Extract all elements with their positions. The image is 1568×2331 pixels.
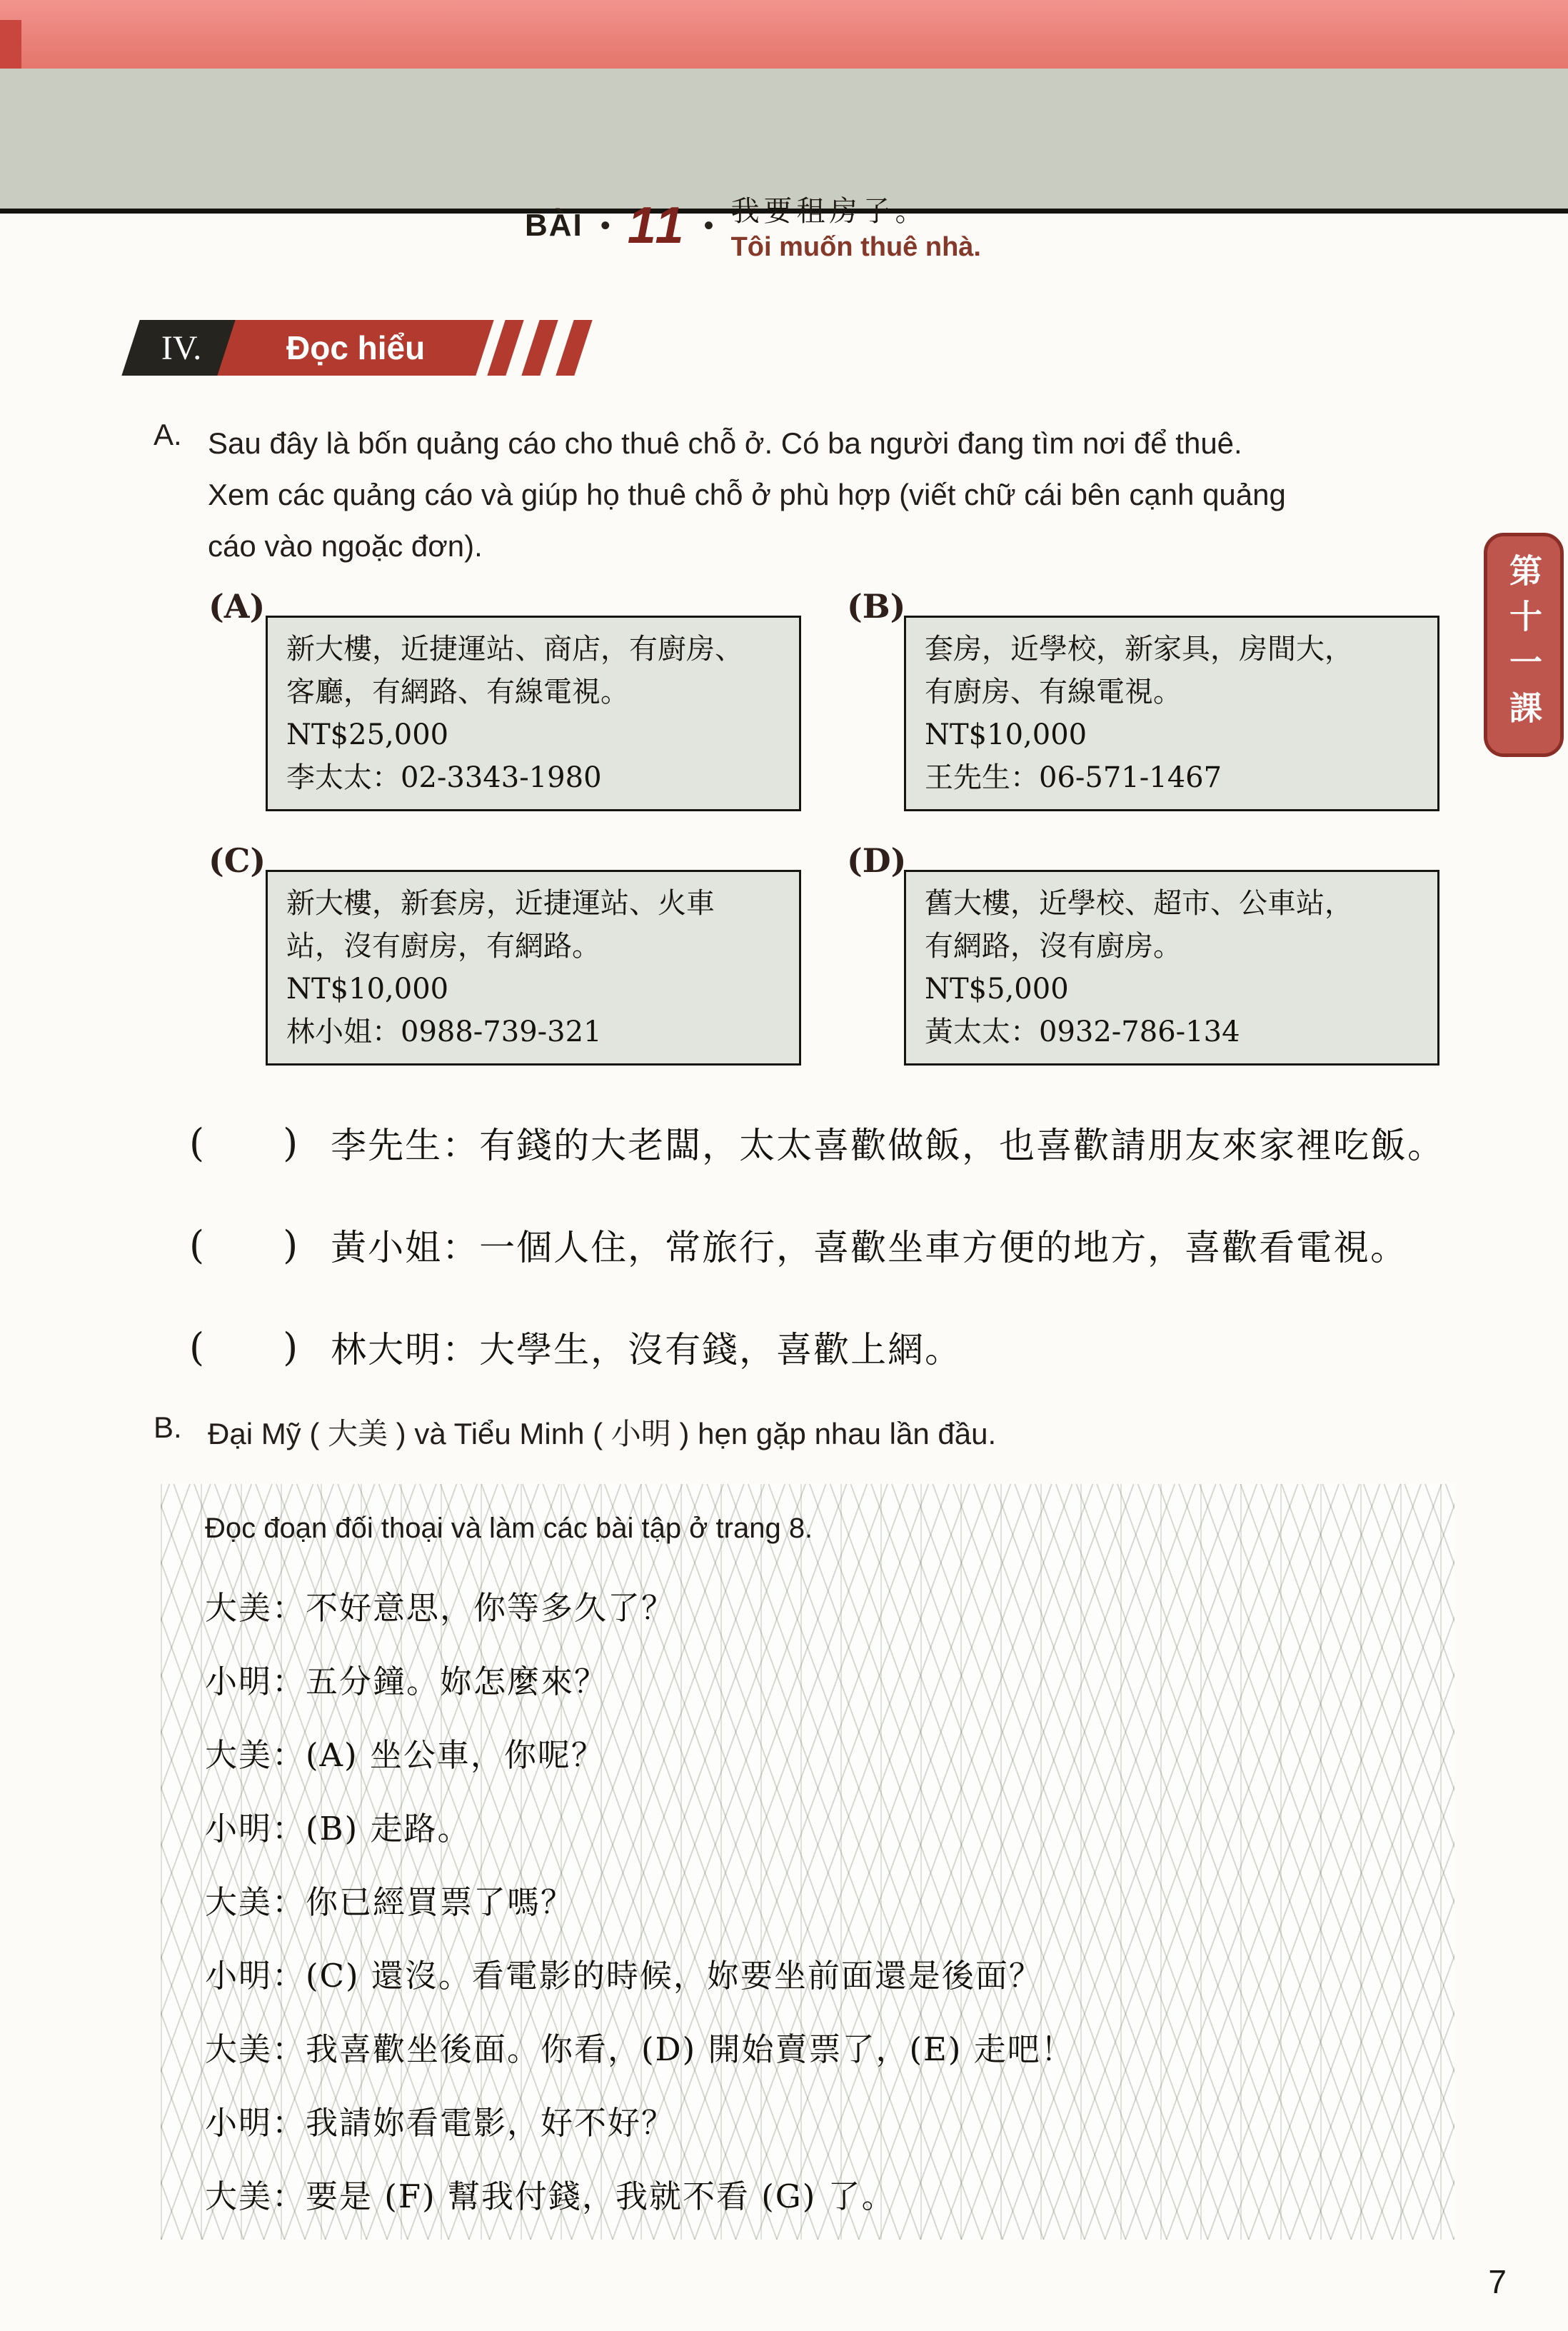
ad-label: (C) [208,841,266,880]
ad-box [266,616,801,811]
lesson-header [525,183,981,269]
ad-contact: 李太太：02-3343-1980 [286,761,602,794]
ad-text-line: 客廳，有網路、有線電視。 [286,676,629,708]
rental-ads-grid [208,587,1439,1066]
top-red-band [0,0,1568,69]
section-numeral: IV. [161,329,202,367]
question-row [189,1313,1444,1381]
ad-label: (D) [847,841,907,880]
bullet-separator: • [703,209,714,241]
side-tab-label: 第十一課 [1504,553,1543,736]
decorative-stripe [556,320,592,376]
answer-blank-open: ( [189,1324,205,1370]
lesson-label: BÀI [525,208,583,243]
part-b-intro: Đại Mỹ ( 大美 ) và Tiểu Minh ( 小明 ) hẹn gặp nhau lần đầu. [208,1417,997,1450]
ad-price: NT$10,000 [925,718,1087,751]
part-a-instruction-text [208,418,1286,572]
ad-contact: 林小姐：0988-739-321 [286,1016,602,1048]
ad-price: NT$25,000 [286,718,449,751]
section-title-badge [217,320,493,376]
ad-label: (A) [208,587,266,626]
dialogue-line: 大美：不好意思，你等多久了？ [205,1589,675,1627]
question-text: 黃小姐：一個人住，常旅行，喜歡坐車方便的地方，喜歡看電視。 [331,1227,1408,1268]
question-text: 李先生：有錢的大老闆，太太喜歡做飯，也喜歡請朋友來家裡吃飯。 [331,1125,1445,1166]
dialogue-line: 小明：我請妳看電影，好不好？ [205,2104,675,2142]
answer-blank-close: ) [283,1222,298,1268]
lesson-titles [731,189,981,263]
answer-blank-open: ( [189,1120,205,1166]
dialogue-line: 大美：要是 (F) 幫我付錢，我就不看 (G) 了。 [205,2177,895,2215]
instruction-line: Xem các quảng cáo và giúp họ thuê chỗ ở phù hợp (viết chữ cái bên cạnh quảng [208,478,1286,511]
rental-ad-a [208,587,801,811]
dialogue-box [161,1484,1454,2240]
part-b-heading [154,1410,996,1453]
dialogue-line: 小明：五分鐘。妳怎麼來？ [205,1663,608,1700]
dialogue-line: 大美：我喜歡坐後面。你看，(D) 開始賣票了，(E) 走吧！ [205,2030,1075,2068]
ad-price: NT$10,000 [286,973,449,1006]
rental-ad-d [847,841,1439,1066]
question-row [189,1210,1444,1279]
part-b-label: B. [154,1410,182,1444]
instruction-line: cáo vào ngoặc đơn). [208,529,483,563]
question-row [189,1108,1444,1177]
instruction-line: Sau đây là bốn quảng cáo cho thuê chỗ ở. Có ba người đang tìm nơi để thuê. [208,426,1242,460]
answer-blank-open: ( [189,1222,205,1268]
ad-text-line: 新大樓，新套房，近捷運站、火車 [286,887,715,920]
ad-label: (B) [847,587,906,626]
part-a-label: A. [154,418,182,451]
lesson-title-vietnamese: Tôi muốn thuê nhà. [730,232,981,262]
decorative-stripe [487,320,523,376]
lesson-side-tab [1484,533,1564,757]
ad-text-line: 套房，近學校，新家具，房間大， [925,633,1353,666]
dialogue-line: 小明：(C) 還沒。看電影的時候，妳要坐前面還是後面？ [205,1957,1042,1995]
bullet-separator: • [600,209,610,241]
dialogue-line: 大美：你已經買票了嗎？ [205,1883,575,1921]
ad-price: NT$5,000 [925,973,1069,1006]
rental-ad-b [847,587,1439,811]
part-a-instructions [154,418,1286,572]
answer-blank-close: ) [283,1120,298,1166]
ad-box [904,870,1439,1066]
ad-text-line: 新大樓，近捷運站、商店，有廚房、 [286,633,743,666]
dialogue-line: 小明：(B) 走路。 [205,1810,471,1848]
section-title: Đọc hiểu [286,329,426,366]
ad-contact: 黃太太：0932-786-134 [925,1016,1240,1048]
ad-contact: 王先生：06-571-1467 [925,761,1222,794]
ad-text-line: 站，沒有廚房，有網路。 [286,930,600,963]
page-number: 7 [1488,2263,1507,2300]
question-text: 林大明：大學生，沒有錢，喜歡上網。 [331,1329,963,1370]
rental-ad-c [208,841,801,1066]
lesson-header-band [0,69,1568,262]
dialogue-line: 大美：(A) 坐公車，你呢？ [205,1736,605,1774]
dialogue-note: Đọc đoạn đối thoại và làm các bài tập ở trang 8. [205,1513,813,1544]
ad-text-line: 舊大樓，近學校、超市、公車站， [925,887,1353,920]
ad-text-line: 有網路，沒有廚房。 [925,930,1182,963]
lesson-title-chinese: 我要租房子。 [730,195,928,228]
matching-questions [189,1108,1444,1415]
lesson-number: 11 [627,197,687,254]
answer-blank-close: ) [283,1324,298,1370]
ad-box [904,616,1439,811]
ad-text-line: 有廚房、有線電視。 [925,676,1182,708]
ad-box [266,870,801,1066]
decorative-stripe [521,320,558,376]
